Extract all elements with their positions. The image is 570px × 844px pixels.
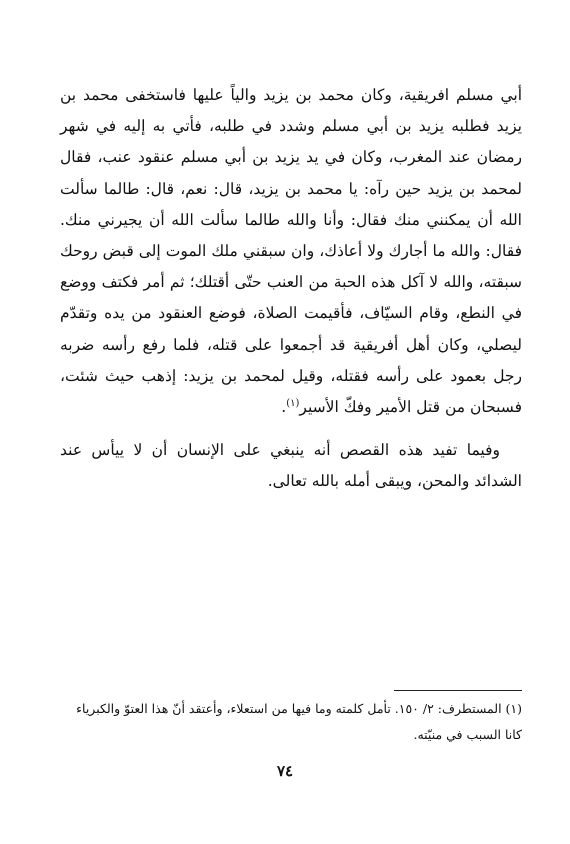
footnote-reference[interactable]: (١) [286, 397, 300, 409]
footnote-1: (١) المستطرف: ٢/ ١٥٠. تأمل كلمته وما فيها من استعلاء، وأعتقد أنّ هذا العتوّ والكبرياء كانا السبب في منيّته. [76, 701, 522, 742]
paragraph-lesson: وفيما تفيد هذه القصص أنه ينبغي على الإنسان أن لا ييأس عند الشدائد والمحن، ويبقى أمله بالله تعالى. [60, 441, 522, 491]
paragraph-story-text: أبي مسلم افريقية، وكان محمد بن يزيد والياً عليها فاستخفى محمد بن يزيد فطلبه يزيد بن أبي مسلم وشدد في طلبه، فأتي به إليه في شهر رمضان عند المغرب، وكان في يد يزيد بن أبي مسلم عنقود عنب، فقال لمحمد بن يزيد حين رآه: يا محمد بن يزيد، قال: نعم، قال: طالما سألت الله أن يمكنني منك فقال: وأنا والله طالما سألت الله أن يجيرني منك. فقال: والله ما أجارك ولا أعاذك، وان سبقني ملك الموت إلى قبض روحك سبقته، والله لا آكل هذه الحبة من العنب حتّى أقتلك؛ ثم أمر فكتف ووضع في النطع، وقام السيّاف، فأقيمت الصلاة، فوضع العنقود من يده وتقدّم ليصلي، وكان أهل أفريقية قد أجمعوا على قتله، فلما رفع رأسه ضربه رجل بعمود على رأسه فقتله، وقيل لمحمد بن يزيد: إذهب حيث شئت، فسبحان من قتل الأمير وفكّ الأسير [60, 86, 522, 417]
page-number: ٧٤ [276, 762, 294, 780]
paragraph-story [60, 80, 522, 423]
footnote-divider [394, 690, 522, 691]
paragraph-story-end: . [281, 398, 287, 417]
main-text [60, 80, 522, 498]
